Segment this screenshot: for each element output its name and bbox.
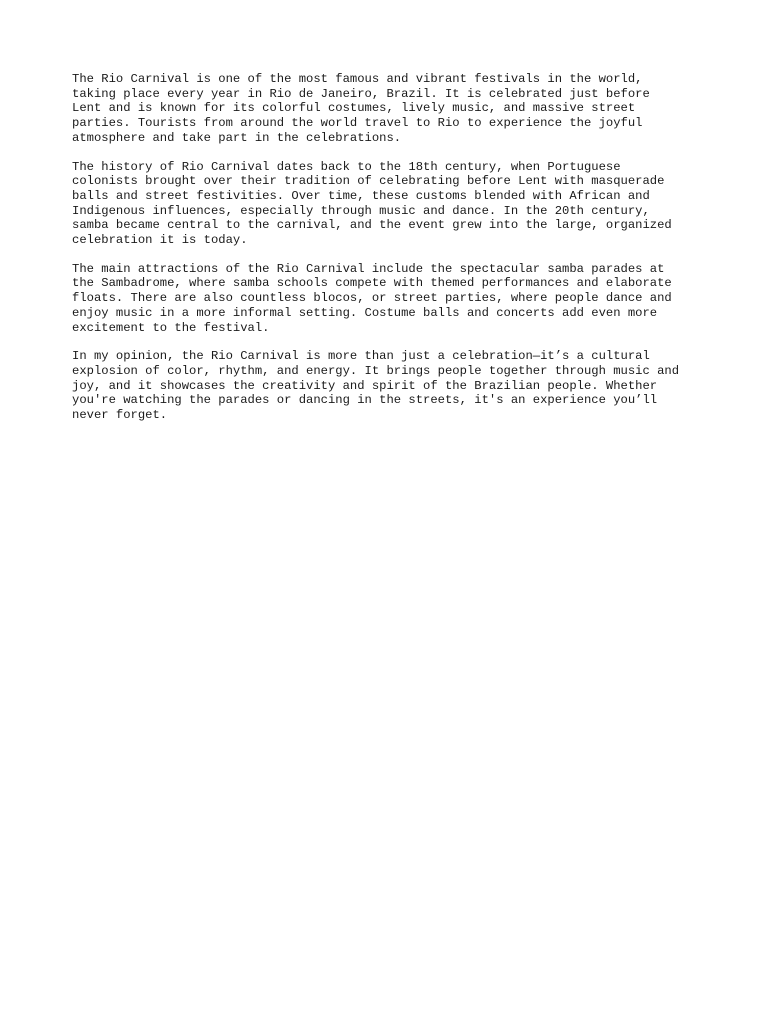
text-line: Indigenous influences, especially through music and dance. In the 20th century, (72, 203, 650, 218)
paragraph-opinion (72, 349, 712, 423)
text-line: explosion of color, rhythm, and energy. It brings people together through music and (72, 363, 680, 378)
text-line: atmosphere and take part in the celebrations. (72, 130, 402, 145)
text-line: excitement to the festival. (72, 320, 270, 335)
text-line: the Sambadrome, where samba schools compete with themed performances and elaborate (72, 276, 672, 291)
text-line: The history of Rio Carnival dates back to the 18th century, when Portuguese (72, 159, 621, 174)
text-line: taking place every year in Rio de Janeiro, Brazil. It is celebrated just before (72, 86, 650, 101)
text-line: Lent and is known for its colorful costumes, lively music, and massive street (72, 101, 636, 116)
text-line: colonists brought over their tradition of celebrating before Lent with masquerade (72, 174, 665, 189)
text-line: celebration it is today. (72, 233, 248, 248)
paragraph-history (72, 160, 712, 248)
text-line: In my opinion, the Rio Carnival is more than just a celebration—it’s a cultural (72, 349, 650, 364)
paragraph-intro (72, 72, 712, 146)
text-line: parties. Tourists from around the world travel to Rio to experience the joyful (72, 116, 643, 131)
text-line: balls and street festivities. Over time, these customs blended with African and (72, 188, 650, 203)
text-line: never forget. (72, 408, 168, 423)
text-line: you're watching the parades or dancing in the streets, it's an experience you’ll (72, 393, 658, 408)
text-line: floats. There are also countless blocos, or street parties, where people dance and (72, 291, 672, 306)
text-line: The main attractions of the Rio Carnival include the spectacular samba parades at (72, 261, 665, 276)
text-line: The Rio Carnival is one of the most famous and vibrant festivals in the world, (72, 72, 643, 86)
document-body (72, 72, 712, 423)
paragraph-attractions (72, 262, 712, 336)
text-line: joy, and it showcases the creativity and spirit of the Brazilian people. Whether (72, 378, 658, 393)
text-line: enjoy music in a more informal setting. Costume balls and concerts add even more (72, 305, 658, 320)
text-line: samba became central to the carnival, and the event grew into the large, organized (72, 218, 672, 233)
